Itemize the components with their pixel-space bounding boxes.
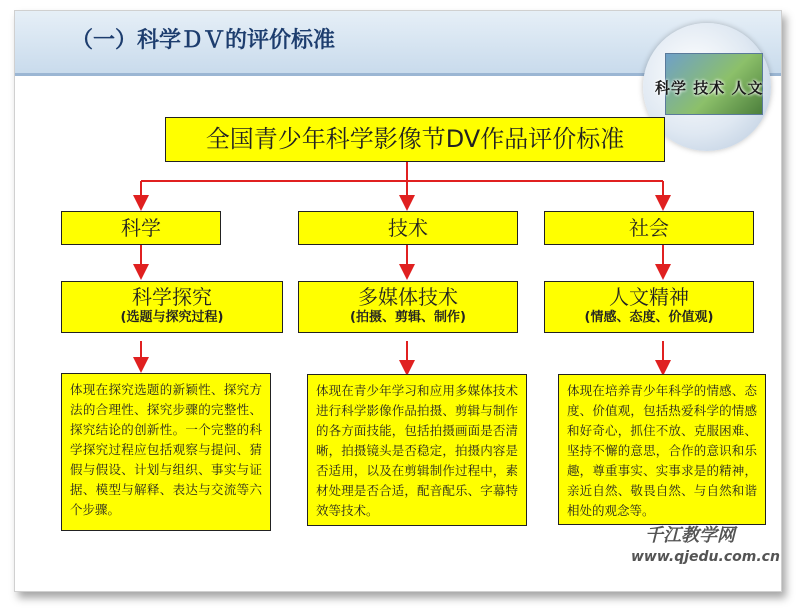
subcategory-technology — [298, 281, 518, 333]
slide — [14, 10, 782, 592]
subcategory-technology-note: (拍摄、剪辑、制作) — [350, 310, 466, 325]
description-science: 体现在探究选题的新颖性、探究方法的合理性、探究步骤的完整性、探究结论的创新性。一个完整的科学探究过程应包括观察与提问、猜假与假设、计划与组织、事实与证据、模型与解释、表达与交流等六个步骤。 — [61, 373, 271, 531]
description-society: 体现在培养青少年科学的情感、态度、价值观，包括热爱科学的情感和好奇心，抓住不放、克服困难、坚持不懈的意思，合作的意识和乐趣，尊重事实、实事求是的精神，亲近自然、敬畏自然、与自然和谐相处的观念等。 — [558, 374, 766, 525]
emblem-label: 科学 技术 人文 — [655, 79, 764, 97]
category-science: 科学 — [61, 211, 221, 245]
subcategory-science — [61, 281, 283, 333]
subcategory-society — [544, 281, 754, 333]
subcategory-technology-title: 多媒体技术 — [358, 285, 458, 309]
subcategory-society-title: 人文精神 — [609, 285, 689, 309]
category-society: 社会 — [544, 211, 754, 245]
subcategory-science-title: 科学探究 — [132, 285, 212, 309]
subcategory-science-note: (选题与探究过程) — [120, 310, 224, 325]
watermark-url: www.qjedu.com.cn — [631, 549, 780, 565]
page-title: （一）科学ＤＶ的评价标准 — [71, 28, 336, 53]
watermark-site-name: 千江教学网 — [645, 525, 735, 546]
subcategory-society-note: (情感、态度、价值观) — [584, 310, 714, 325]
description-technology: 体现在青少年学习和应用多媒体技术进行科学影像作品拍摄、剪辑与制作的各方面技能，包括拍摄画面是否清晰，拍摄镜头是否稳定，拍摄内容是否适用，以及在剪辑制作过程中，素材处理是否合适，配音配乐、字幕特效等技术。 — [307, 374, 527, 526]
main-title-box: 全国青少年科学影像节DV作品评价标准 — [165, 117, 665, 162]
category-technology: 技术 — [298, 211, 518, 245]
